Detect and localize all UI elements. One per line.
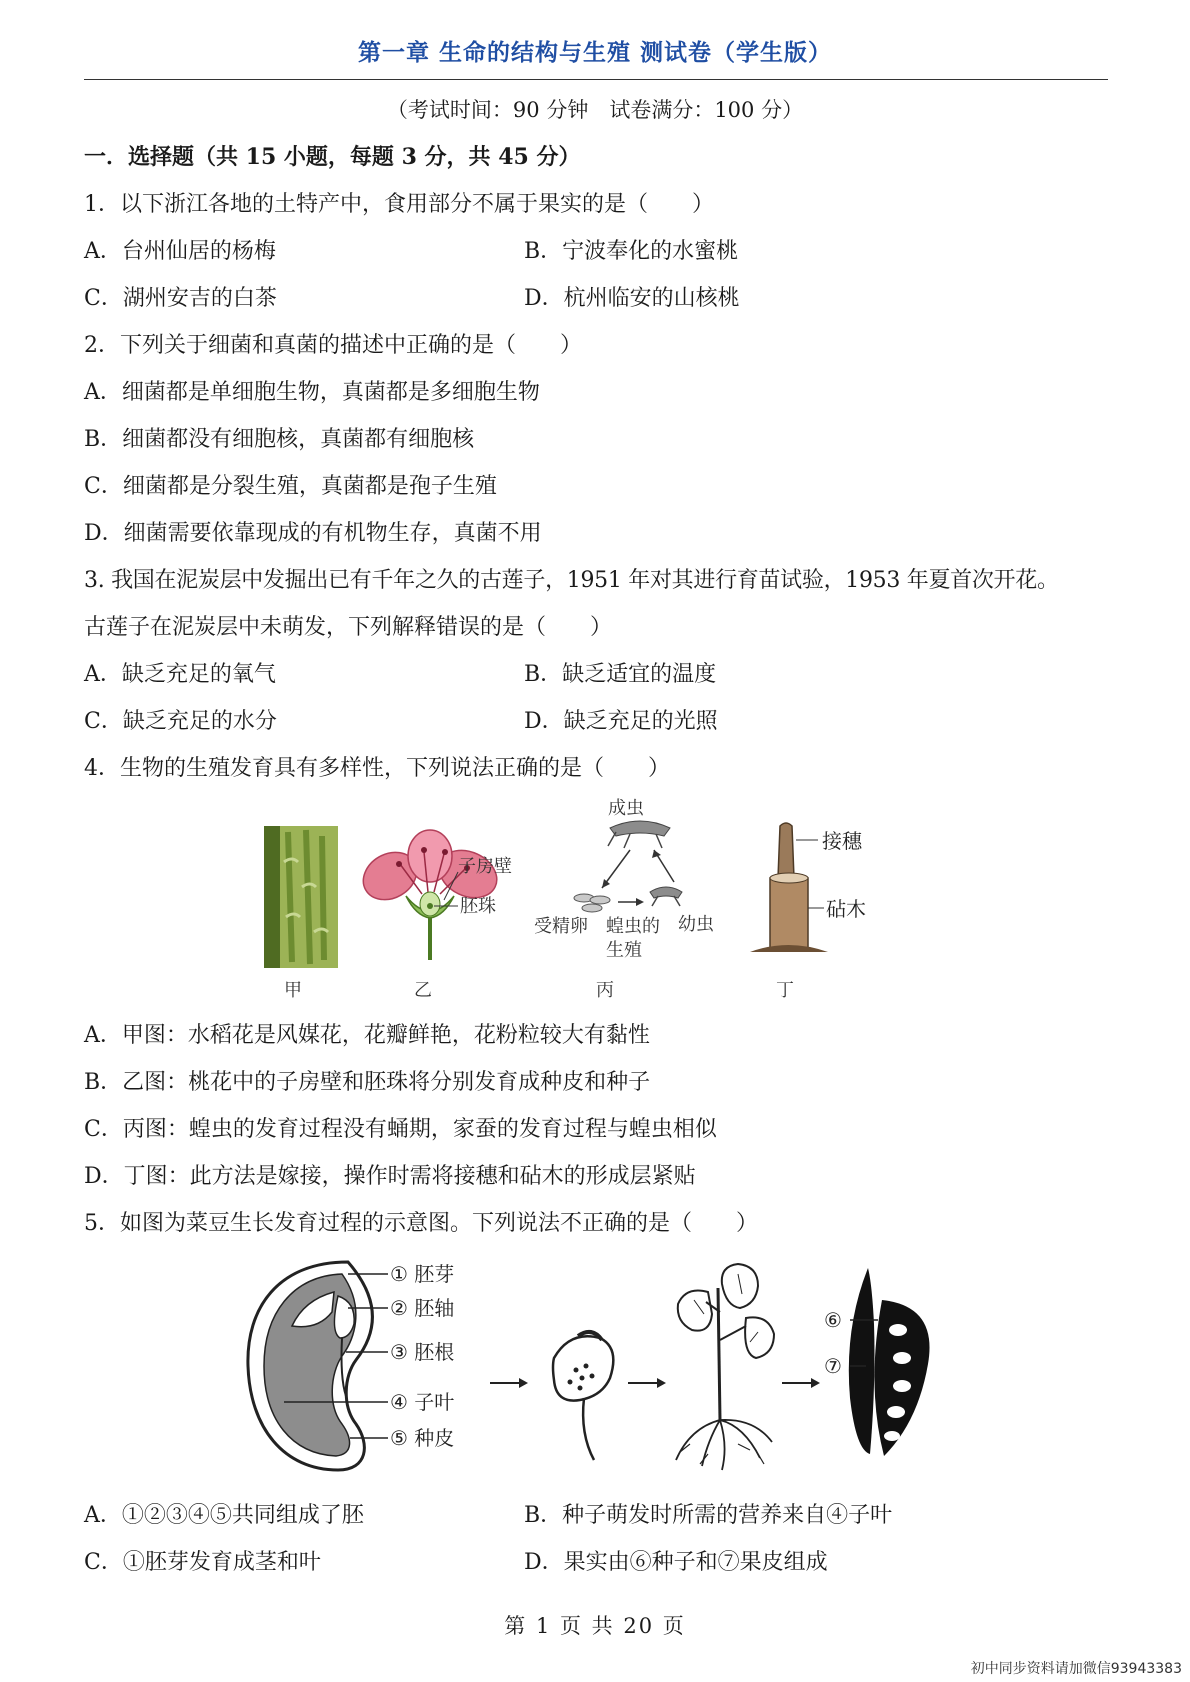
- q5-option-d: D．果实由⑥种子和⑦果皮组成: [524, 1550, 828, 1575]
- label-cotyledon: ④ 子叶: [390, 1390, 455, 1414]
- panel-label-bing: 丙: [596, 980, 614, 1001]
- bean-pod: [849, 1268, 930, 1456]
- watermark: 初中同步资料请加微信93943383: [970, 1661, 1182, 1677]
- q1-option-a: A．台州仙居的杨梅: [84, 239, 276, 264]
- q4-option-a: A．甲图：水稻花是风媒花，花瓣鲜艳，花粉粒较大有黏性: [84, 1023, 650, 1048]
- q2-option-c: C．细菌都是分裂生殖，真菌都是孢子生殖: [84, 474, 497, 499]
- panel-label-jia: 甲: [284, 980, 302, 1001]
- label-locust-of: 蝗虫的: [606, 916, 660, 937]
- q3-stem-line1: 3. 我国在泥炭层中发掘出已有千年之久的古莲子，1951 年对其进行育苗试验，1953 年夏首次开花。: [84, 568, 1059, 593]
- q4-option-d: D．丁图：此方法是嫁接，操作时需将接穗和砧木的形成层紧贴: [84, 1164, 696, 1189]
- q4-stem: 4．生物的生殖发育具有多样性，下列说法正确的是（ ）: [84, 756, 670, 781]
- label-scion: 接穗: [822, 829, 862, 853]
- q3-option-b: B．缺乏适宜的温度: [524, 662, 717, 687]
- exam-info: （考试时间：90 分钟 试卷满分：100 分）: [386, 98, 804, 122]
- label-6: ⑥: [824, 1308, 842, 1332]
- q2-option-d: D．细菌需要依靠现成的有机物生存，真菌不用: [84, 521, 542, 546]
- page-number: 第 1 页 共 20 页: [504, 1614, 686, 1638]
- label-adult: 成虫: [608, 798, 644, 819]
- q3-option-d: D．缺乏充足的光照: [524, 709, 718, 734]
- label-nymph: 幼虫: [678, 914, 714, 935]
- q1-option-d: D．杭州临安的山核桃: [524, 286, 740, 311]
- grafting-diagram: [750, 823, 828, 952]
- q5-option-a: A．①②③④⑤共同组成了胚: [84, 1503, 364, 1528]
- q3-option-c: C．缺乏充足的水分: [84, 709, 277, 734]
- q2-option-b: B．细菌都没有细胞核，真菌都有细胞核: [84, 427, 475, 452]
- label-radicle: ③ 胚根: [390, 1340, 455, 1364]
- bean-seed-section: [248, 1262, 388, 1470]
- label-reproduction: 生殖: [606, 940, 642, 961]
- q3-stem-line2: 古莲子在泥炭层中未萌发，下列解释错误的是（ ）: [84, 615, 613, 640]
- q5-option-c: C．①胚芽发育成茎和叶: [84, 1550, 321, 1575]
- q4-reproduction-figure: [258, 792, 938, 1002]
- locust-life-cycle: [574, 821, 682, 912]
- q5-bean-growth-figure: [238, 1248, 958, 1478]
- germinating-seed: [553, 1332, 613, 1460]
- q4-option-c: C．丙图：蝗虫的发育过程没有蛹期，家蚕的发育过程与蝗虫相似: [84, 1117, 717, 1142]
- section-heading: 一．选择题（共 15 小题，每题 3 分，共 45 分）: [84, 144, 581, 170]
- label-7: ⑦: [824, 1354, 842, 1378]
- label-seed-coat: ⑤ 种皮: [390, 1426, 455, 1450]
- q2-option-a: A．细菌都是单细胞生物，真菌都是多细胞生物: [84, 380, 540, 405]
- q1-stem: 1．以下浙江各地的土特产中，食用部分不属于果实的是（ ）: [84, 192, 714, 217]
- panel-label-ding: 丁: [776, 980, 794, 1001]
- title-divider: [84, 79, 1108, 80]
- q3-option-a: A．缺乏充足的氧气: [84, 662, 276, 687]
- q1-option-b: B．宁波奉化的水蜜桃: [524, 239, 739, 264]
- q1-option-c: C．湖州安吉的白茶: [84, 286, 277, 311]
- bean-seedling: [676, 1264, 774, 1470]
- q4-option-b: B．乙图：桃花中的子房壁和胚珠将分别发育成种皮和种子: [84, 1070, 651, 1095]
- label-rootstock: 砧木: [826, 897, 866, 921]
- label-ovule: 胚珠: [460, 896, 496, 917]
- rice-plant-image: [264, 826, 338, 968]
- peach-flower-section: [355, 830, 505, 960]
- q5-stem: 5．如图为菜豆生长发育过程的示意图。下列说法不正确的是（ ）: [84, 1211, 758, 1236]
- page-title: 第一章 生命的结构与生殖 测试卷（学生版）: [357, 40, 832, 66]
- q5-option-b: B．种子萌发时所需的营养来自④子叶: [524, 1503, 893, 1528]
- label-hypocotyl: ② 胚轴: [390, 1296, 455, 1320]
- label-fertilized-egg: 受精卵: [534, 916, 588, 937]
- label-plumule: ① 胚芽: [390, 1262, 455, 1286]
- q2-stem: 2．下列关于细菌和真菌的描述中正确的是（ ）: [84, 333, 582, 358]
- label-ovary-wall: 子房壁: [458, 856, 512, 877]
- panel-label-yi: 乙: [414, 980, 432, 1001]
